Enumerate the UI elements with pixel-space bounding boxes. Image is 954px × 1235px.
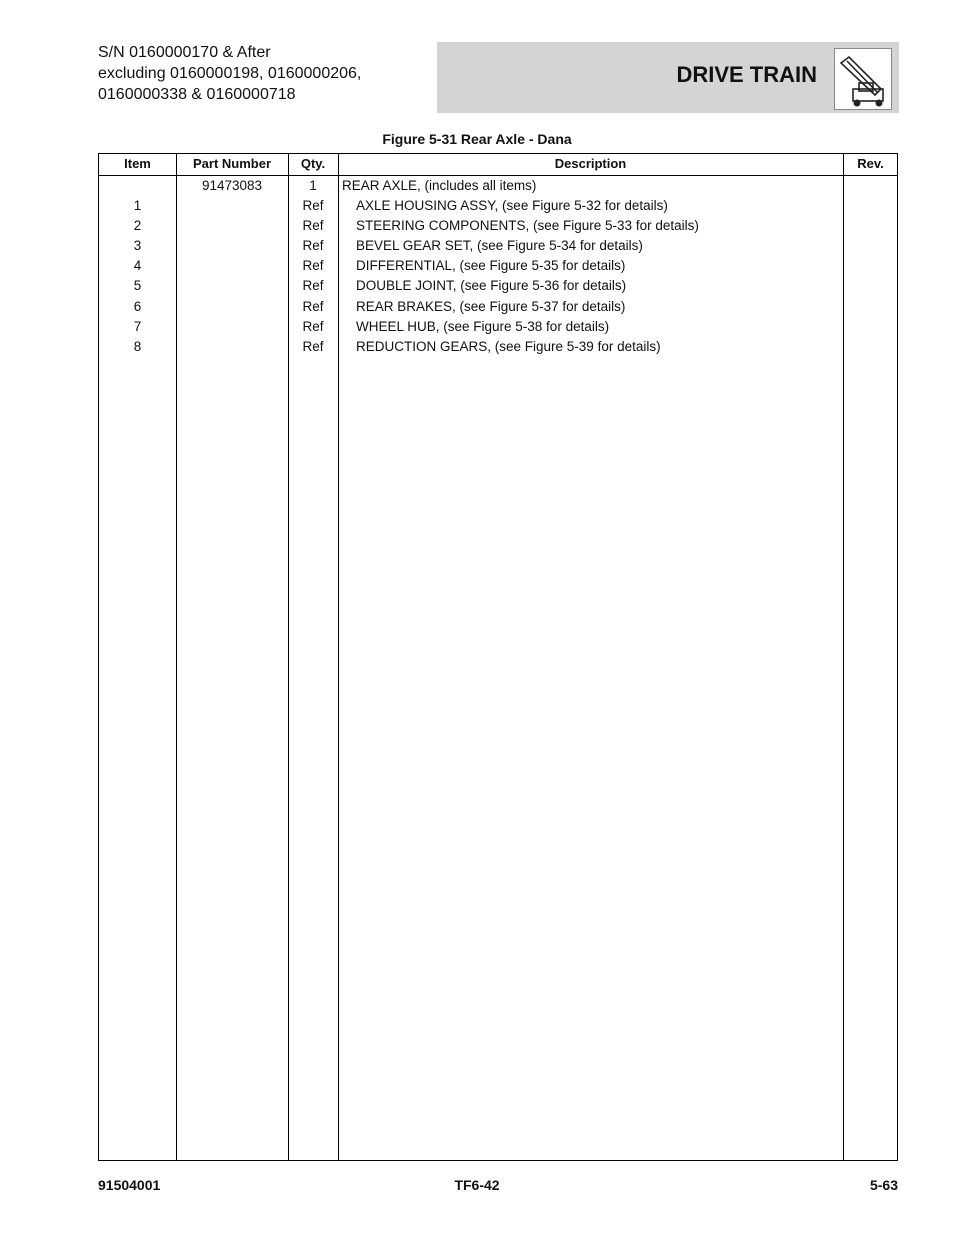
parts-table (98, 153, 898, 1161)
table-row (99, 278, 897, 298)
column-header-rev: Rev. (857, 156, 884, 171)
item-cell: 1 (133, 198, 142, 213)
item-cell: 7 (133, 319, 142, 334)
description-cell: STEERING COMPONENTS, (see Figure 5-33 for details) (356, 218, 699, 233)
table-row (99, 258, 897, 278)
table-row (99, 238, 897, 258)
table-row (99, 198, 897, 218)
column-header-description: Description (554, 156, 627, 171)
table-row (99, 218, 897, 238)
serial-number-block (98, 42, 361, 105)
qty-cell: Ref (302, 299, 324, 314)
qty-cell: Ref (302, 278, 324, 293)
item-cell: 8 (133, 339, 142, 354)
qty-cell: 1 (309, 178, 317, 193)
serial-line: 0160000338 & 0160000718 (98, 86, 296, 103)
item-cell: 4 (133, 258, 142, 273)
column-header-item: Item (124, 156, 151, 171)
table-row (99, 339, 897, 359)
description-cell: REAR BRAKES, (see Figure 5-37 for details) (356, 299, 626, 314)
column-header-part-number: Part Number (192, 156, 272, 171)
item-cell: 6 (133, 299, 142, 314)
qty-cell: Ref (302, 319, 324, 334)
serial-line: S/N 0160000170 & After (98, 44, 271, 61)
qty-cell: Ref (302, 258, 324, 273)
footer-model: TF6-42 (454, 1177, 500, 1193)
figure-title: Figure 5-31 Rear Axle - Dana (382, 131, 572, 147)
table-row (99, 319, 897, 339)
description-cell: WHEEL HUB, (see Figure 5-38 for details) (356, 319, 610, 334)
serial-line: excluding 0160000198, 0160000206, (98, 65, 362, 82)
description-cell: DOUBLE JOINT, (see Figure 5-36 for details) (356, 278, 627, 293)
footer-page-number: 5-63 (869, 1177, 898, 1193)
section-title: DRIVE TRAIN (676, 62, 817, 87)
description-cell: REDUCTION GEARS, (see Figure 5-39 for details) (356, 339, 661, 354)
footer-document-number: 91504001 (98, 1177, 161, 1193)
qty-cell: Ref (302, 238, 324, 253)
qty-cell: Ref (302, 198, 324, 213)
table-row (99, 178, 897, 198)
description-cell: DIFFERENTIAL, (see Figure 5-35 for details) (356, 258, 626, 273)
description-cell: BEVEL GEAR SET, (see Figure 5-34 for details) (356, 238, 643, 253)
column-header-qty: Qty. (300, 156, 326, 171)
section-header (437, 42, 899, 113)
qty-cell: Ref (302, 339, 324, 354)
lift-vehicle-icon (834, 48, 892, 110)
part-number-cell: 91473083 (201, 178, 263, 193)
description-cell: REAR AXLE, (includes all items) (342, 178, 537, 193)
item-cell: 5 (133, 278, 142, 293)
table-row (99, 299, 897, 319)
description-cell: AXLE HOUSING ASSY, (see Figure 5-32 for details) (356, 198, 668, 213)
item-cell: 2 (133, 218, 142, 233)
qty-cell: Ref (302, 218, 324, 233)
item-cell: 3 (133, 238, 142, 253)
